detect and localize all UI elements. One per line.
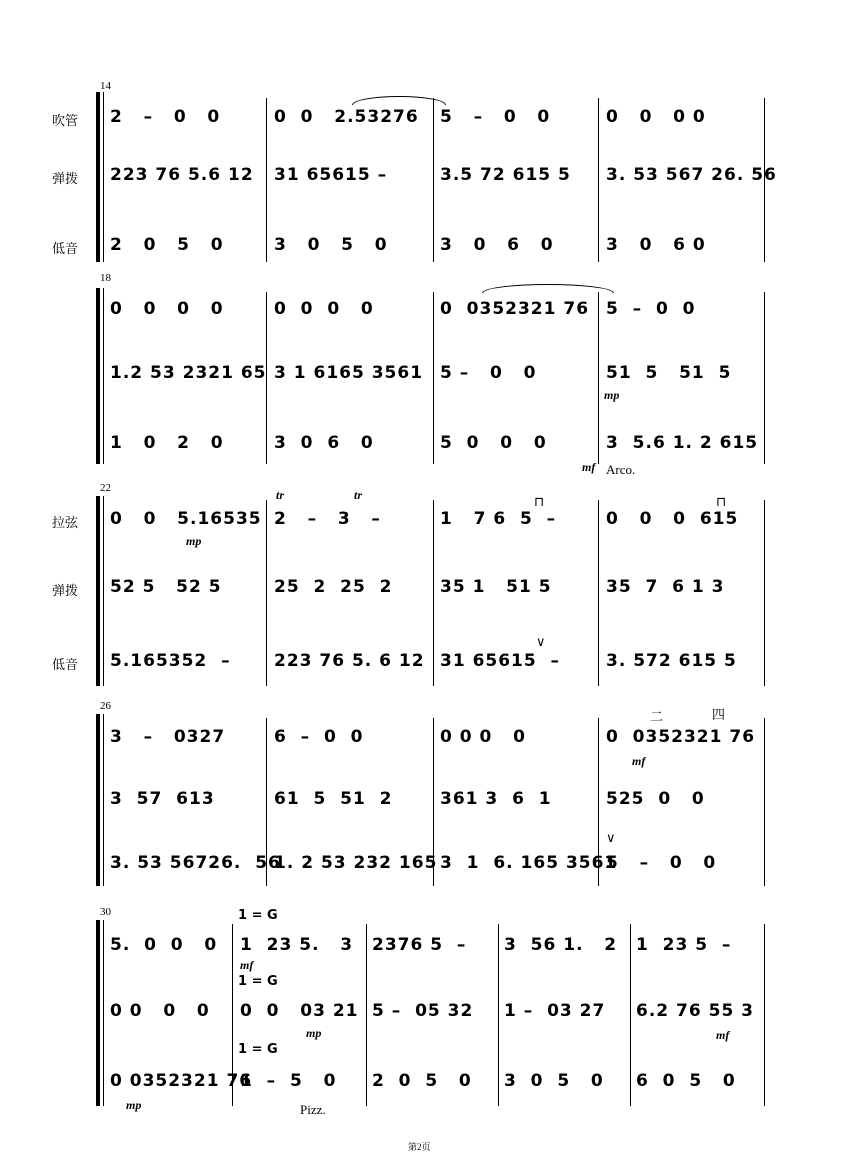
measure-18: 1 0 2 0 [110, 433, 224, 453]
dynamic-mf: mf [240, 958, 254, 972]
measure-33: 3 56 1. 2 [504, 935, 618, 955]
instrument-label-bass: 低音 [52, 242, 79, 257]
measure-14: 2 0 5 0 [110, 235, 224, 255]
instrument-label-wind: 吹管 [52, 114, 79, 129]
measure-14: 2 – 0 0 [110, 107, 221, 127]
system-5 [0, 906, 862, 1121]
measure-25: 35 7 6 1 3 [606, 577, 725, 597]
measure-28: 361 3 6 1 [440, 789, 552, 809]
measure-19: 0 0 0 0 [274, 299, 374, 319]
staff-row-bass [106, 230, 766, 260]
trill-mark: tr [354, 488, 363, 502]
staff-row-pluck [106, 996, 766, 1026]
measure-16: 5 – 0 0 [440, 107, 551, 127]
key-signature: 1 = G [238, 908, 278, 923]
dynamic-mf: mf [582, 460, 596, 474]
measure-17: 0 0 0 0 [606, 107, 706, 127]
system-bracket [96, 92, 100, 262]
dynamic-mf: mf [716, 1028, 730, 1042]
measure-25: 3. 572 615 5 [606, 651, 737, 671]
measure-34: 1 23 5 – [636, 935, 732, 955]
measure-28: 3 1 6. 165 3561 [440, 853, 618, 873]
system-4 [0, 700, 862, 890]
system-bracket [96, 714, 100, 886]
measure-31: 1 – 5 0 [240, 1071, 337, 1091]
staff-row-bass [106, 646, 766, 676]
dynamic-mp: mp [306, 1026, 322, 1040]
measure-18: 1.2 53 2321 65 [110, 363, 267, 383]
measure-23: 223 76 5. 6 12 [274, 651, 425, 671]
staff-row-bass [106, 1066, 766, 1096]
instrument-label-bass: 低音 [52, 658, 79, 673]
system-bracket [96, 288, 100, 464]
measure-15: 3 0 5 0 [274, 235, 388, 255]
measure-28: 0 0 0 0 [440, 727, 526, 747]
measure-27: 61 5 51 2 [274, 789, 393, 809]
measure-26: 3 – 0327 [110, 727, 226, 747]
measure-22: 52 5 52 5 [110, 577, 222, 597]
dynamic-mp: mp [186, 534, 202, 548]
measure-20: 5 – 0 0 [440, 363, 537, 383]
measure-29: 0 0352321 76 [606, 727, 756, 747]
system-bracket-line [103, 92, 104, 262]
measure-29: 5 – 0 0 [606, 853, 717, 873]
measure-26: 3. 53 56726. 56 [110, 853, 281, 873]
measure-14: 223 76 5.6 12 [110, 165, 254, 185]
system-bracket [96, 496, 100, 686]
system-bracket-line [103, 920, 104, 1106]
dynamic-mp: mp [126, 1098, 142, 1112]
instrument-label-pluck: 弹拨 [52, 172, 79, 187]
measure-number: 18 [100, 272, 111, 284]
measure-29: 525 0 0 [606, 789, 705, 809]
measure-31: 0 0 03 21 [240, 1001, 359, 1021]
measure-23: 2 – 3 – [274, 509, 381, 529]
measure-22: 5.165352 – [110, 651, 231, 671]
measure-17: 3 0 6 0 [606, 235, 706, 255]
measure-32: 5 – 05 32 [372, 1001, 474, 1021]
instrument-label-bow: 拉弦 [52, 516, 79, 531]
measure-32: 2376 5 – [372, 935, 467, 955]
measure-17: 3. 53 567 26. 56 [606, 165, 777, 185]
measure-27: 1. 2 53 232 165 [274, 853, 438, 873]
staff-row-bass [106, 428, 766, 458]
measure-number: 22 [100, 482, 111, 494]
measure-24: 31 65615 – [440, 651, 561, 671]
bowing-down-mark: ⊓ [716, 494, 727, 509]
fingering-mark: 四 [712, 707, 726, 722]
measure-number: 14 [100, 80, 111, 92]
arco-marking: Arco. [606, 462, 636, 477]
staff-row-wind [106, 294, 766, 324]
system-bracket-line [103, 496, 104, 686]
fingering-mark: 二 [650, 709, 664, 724]
measure-18: 0 0 0 0 [110, 299, 224, 319]
measure-20: 0 0352321 76 [440, 299, 590, 319]
measure-33: 1 – 03 27 [504, 1001, 606, 1021]
staff-row-pluck [106, 358, 766, 388]
measure-30: 5. 0 0 0 [110, 935, 218, 955]
measure-19: 3 0 6 0 [274, 433, 374, 453]
measure-19: 3 1 6165 3561 [274, 363, 424, 383]
measure-15: 0 0 2.53276 [274, 107, 419, 127]
measure-16: 3 0 6 0 [440, 235, 554, 255]
staff-row-pluck [106, 160, 777, 190]
measure-31: 1 23 5. 3 [240, 935, 354, 955]
measure-34: 6 0 5 0 [636, 1071, 736, 1091]
staff-row-wind [106, 722, 766, 752]
key-signature: 1 = G [238, 974, 278, 989]
staff-row-pluck [106, 572, 766, 602]
staff-row-wind [106, 930, 766, 960]
dynamic-mp: mp [604, 388, 620, 402]
system-1 [0, 80, 862, 265]
staff-row-bow [106, 504, 766, 534]
measure-23: 25 2 25 2 [274, 577, 393, 597]
staff-row-wind [106, 102, 766, 132]
dynamic-mf: mf [632, 754, 646, 768]
measure-number: 26 [100, 700, 111, 712]
measure-24: 35 1 51 5 [440, 577, 552, 597]
measure-30: 0 0 0 0 [110, 1001, 210, 1021]
instrument-label-pluck: 弹拨 [52, 584, 79, 599]
pizz-marking: Pizz. [300, 1102, 326, 1117]
system-3 [0, 482, 862, 692]
measure-20: 5 0 0 0 [440, 433, 547, 453]
measure-34: 6.2 76 55 3 [636, 1001, 755, 1021]
staff-row-bass [106, 848, 766, 878]
measure-number: 30 [100, 906, 111, 918]
measure-21: 51 5 51 5 [606, 363, 732, 383]
key-signature: 1 = G [238, 1042, 278, 1057]
measure-27: 6 – 0 0 [274, 727, 364, 747]
system-bracket [96, 920, 100, 1106]
measure-22: 0 0 5.16535 [110, 509, 262, 529]
measure-26: 3 57 613 [110, 789, 215, 809]
bowing-down-mark: ⊓ [534, 494, 545, 509]
bowing-up-mark: ∨ [536, 634, 546, 649]
staff-row-pluck [106, 784, 766, 814]
measure-21: 3 5.6 1. 2 615 [606, 433, 759, 453]
measure-30: 0 0352321 76 [110, 1071, 253, 1091]
measure-25: 0 0 0 615 [606, 509, 739, 529]
measure-16: 3.5 72 615 5 [440, 165, 571, 185]
measure-15: 31 65615 – [274, 165, 388, 185]
measure-33: 3 0 5 0 [504, 1071, 604, 1091]
bowing-up-mark: ∨ [606, 830, 616, 845]
measure-32: 2 0 5 0 [372, 1071, 472, 1091]
system-bracket-line [103, 288, 104, 464]
measure-21: 5 – 0 0 [606, 299, 696, 319]
page-footer: 第2页 [408, 1142, 431, 1152]
system-bracket-line [103, 714, 104, 886]
measure-24: 1 7 6 5 – [440, 509, 557, 529]
system-2 [0, 272, 862, 477]
phrase-slur [482, 284, 614, 293]
trill-mark: tr [276, 488, 285, 502]
